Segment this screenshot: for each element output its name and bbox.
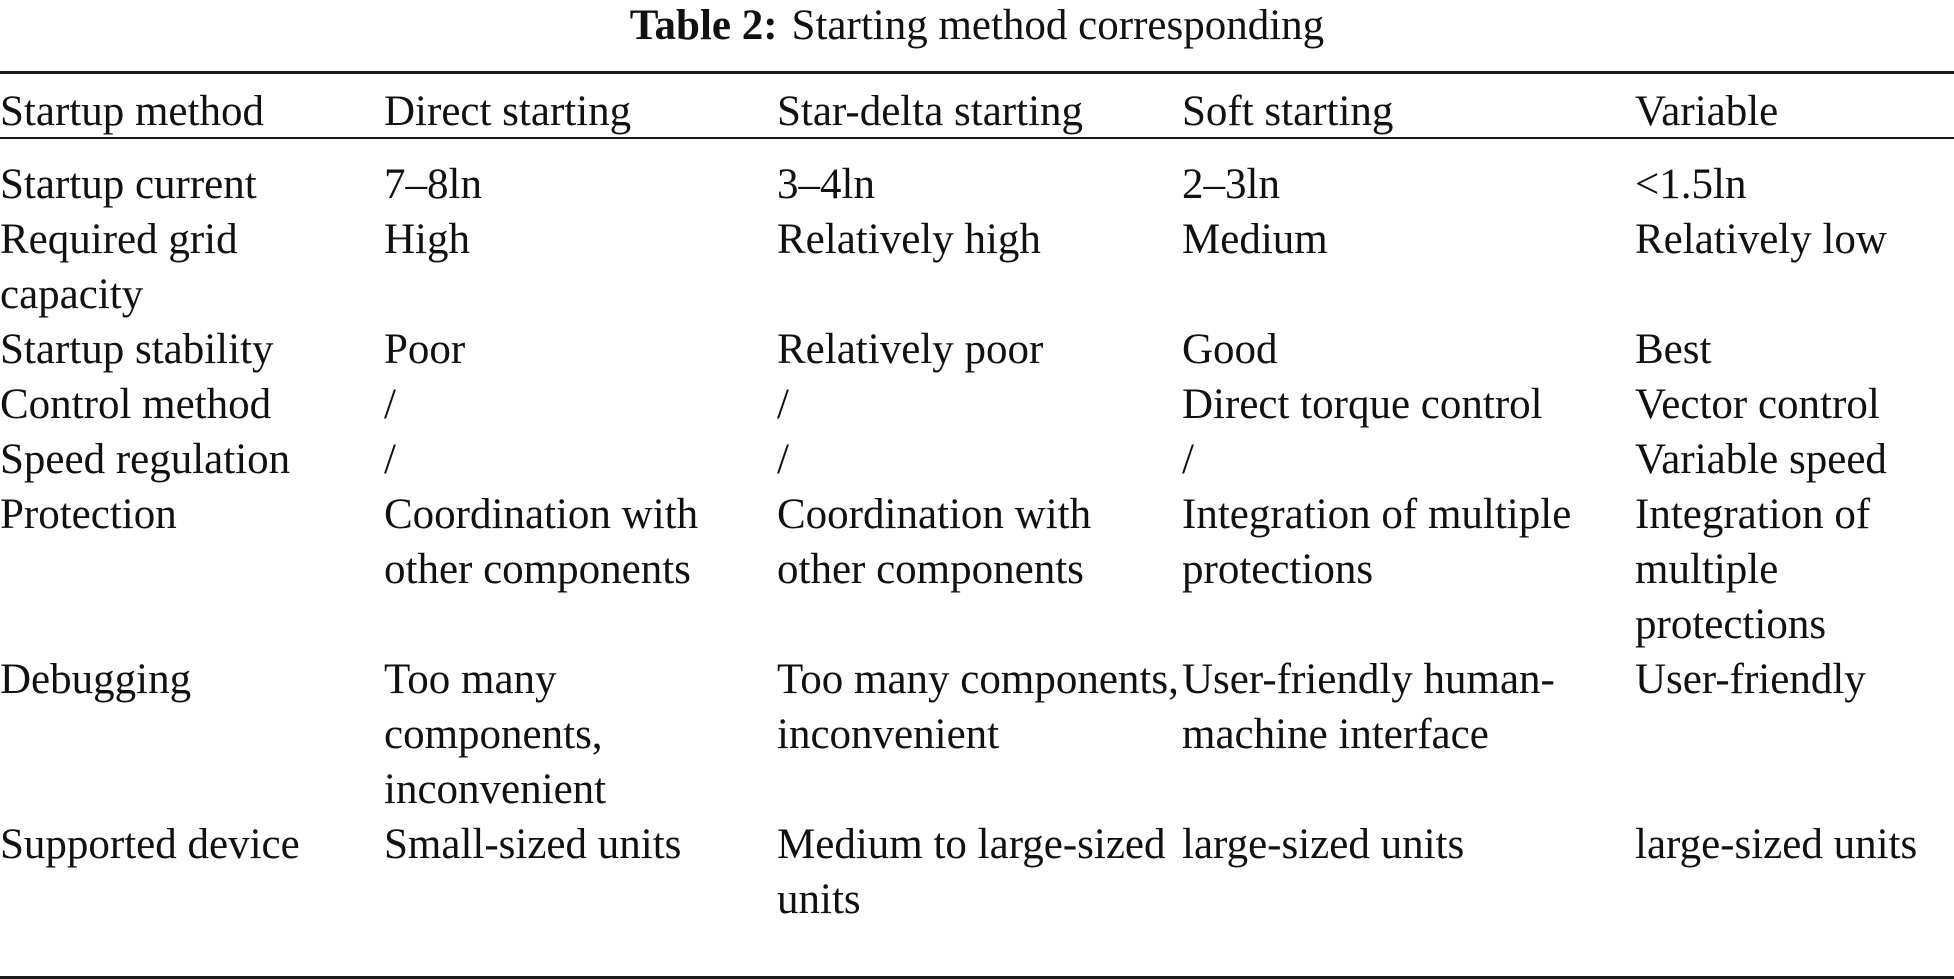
table-caption-label: Table 2: xyxy=(629,2,778,49)
table-cell: Small-sized units xyxy=(384,821,682,868)
table-caption-text: Starting method corresponding xyxy=(791,2,1325,49)
table-row xyxy=(0,322,1954,377)
table-cell: large-sized units xyxy=(1182,821,1465,868)
table-cell: <1.5ln xyxy=(1635,161,1747,208)
table-row xyxy=(0,432,1954,487)
row-label: Startup stability xyxy=(0,326,274,373)
table-cell: 7–8ln xyxy=(384,161,482,208)
table-row xyxy=(0,212,1954,322)
column-header: Star-delta starting xyxy=(777,88,1084,135)
table-row xyxy=(0,817,1954,927)
column-header: Variable xyxy=(1635,88,1779,135)
table-cell: Too many components, inconvenient xyxy=(777,656,1179,758)
table-cell: Medium to large-sized units xyxy=(777,821,1166,923)
column-header: Soft starting xyxy=(1182,88,1394,135)
table-cell: / xyxy=(384,436,396,483)
table-header-row xyxy=(0,74,1954,139)
table-cell: / xyxy=(1182,436,1194,483)
table-cell: Coordination with other components xyxy=(384,491,699,593)
table-cell: Too many components, inconvenient xyxy=(384,656,607,813)
row-label: Supported device xyxy=(0,821,300,868)
table-cell: Vector control xyxy=(1635,381,1880,428)
table-cell: Poor xyxy=(384,326,466,373)
table-cell: Relatively low xyxy=(1635,216,1887,263)
table-cell: Integration of multiple protections xyxy=(1182,491,1572,593)
table-cell: / xyxy=(777,381,789,428)
column-header: Startup method xyxy=(0,88,264,135)
table-row xyxy=(0,652,1954,817)
table-cell: High xyxy=(384,216,470,263)
row-label: Protection xyxy=(0,491,177,538)
table-cell: / xyxy=(777,436,789,483)
table-row xyxy=(0,487,1954,652)
table-cell: Good xyxy=(1182,326,1278,373)
table-cell: Coordination with other components xyxy=(777,491,1092,593)
table-cell: Medium xyxy=(1182,216,1328,263)
table-cell: Relatively high xyxy=(777,216,1041,263)
table-cell: User-friendly xyxy=(1635,656,1866,703)
table-cell: Relatively poor xyxy=(777,326,1044,373)
table-cell: 2–3ln xyxy=(1182,161,1280,208)
row-label: Control method xyxy=(0,381,272,428)
table-cell: Best xyxy=(1635,326,1712,373)
table-cell: / xyxy=(384,381,396,428)
table-row xyxy=(0,377,1954,432)
row-label: Required grid capacity xyxy=(0,216,238,318)
table-cell: Integration of multiple protections xyxy=(1635,491,1871,648)
table-cell: Direct torque control xyxy=(1182,381,1543,428)
column-header: Direct starting xyxy=(384,88,632,135)
row-label: Startup current xyxy=(0,161,257,208)
table-cell: Variable speed xyxy=(1635,436,1887,483)
table-row xyxy=(0,139,1954,212)
table-cell: User-friendly human-machine interface xyxy=(1182,656,1555,758)
table-caption xyxy=(0,0,1954,62)
row-label: Debugging xyxy=(0,656,192,703)
row-label: Speed regulation xyxy=(0,436,291,483)
comparison-table xyxy=(0,74,1954,927)
table-cell: large-sized units xyxy=(1635,821,1918,868)
table-cell: 3–4ln xyxy=(777,161,875,208)
